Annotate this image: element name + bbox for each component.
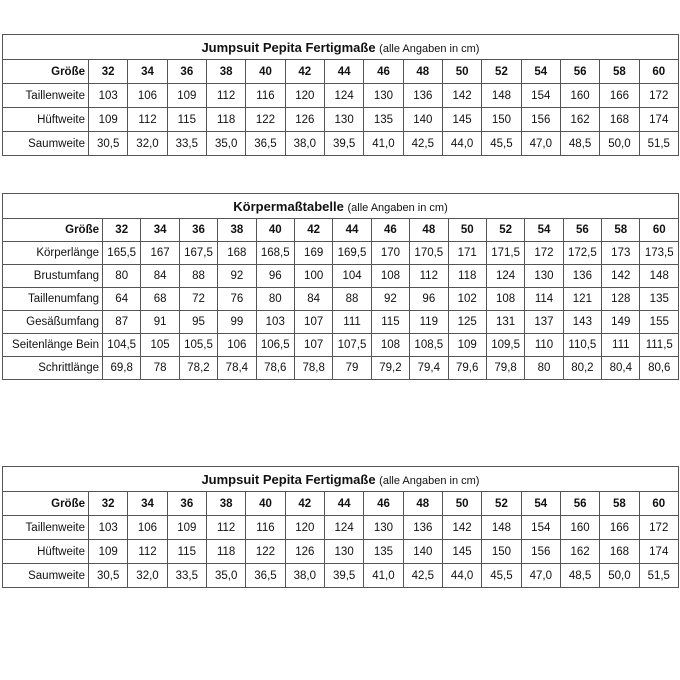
table-cell: 104,5 [103, 334, 141, 357]
size-header-cell: 42 [285, 60, 324, 84]
table-cell: 105 [141, 334, 179, 357]
table-cell: 109 [448, 334, 486, 357]
table-cell: 84 [141, 265, 179, 288]
table-cell: 116 [246, 516, 285, 540]
table-row [3, 242, 679, 265]
row-label: Seitenlänge Bein [3, 334, 103, 357]
table-title [3, 467, 679, 492]
row-label: Saumweite [3, 132, 89, 156]
table-cell: 106,5 [256, 334, 294, 357]
table-cell: 119 [410, 311, 448, 334]
table-cell: 45,5 [482, 564, 521, 588]
table-cell: 103 [256, 311, 294, 334]
table-cell: 106 [218, 334, 256, 357]
table-cell: 79,6 [448, 357, 486, 380]
table-cell: 142 [442, 516, 481, 540]
table-row [3, 108, 679, 132]
table-cell: 106 [128, 84, 167, 108]
table-cell: 88 [333, 288, 371, 311]
size-header-cell: 40 [246, 60, 285, 84]
table-cell: 47,0 [521, 564, 560, 588]
size-header-cell: 52 [482, 60, 521, 84]
row-label: Taillenumfang [3, 288, 103, 311]
size-header-cell: 38 [218, 219, 256, 242]
table-cell: 148 [640, 265, 679, 288]
table-cell: 137 [525, 311, 563, 334]
table-cell: 112 [128, 540, 167, 564]
table-subtitle: (alle Angaben in cm) [379, 42, 480, 55]
table-cell: 51,5 [639, 564, 678, 588]
table-cell: 109 [89, 108, 128, 132]
table-cell: 48,5 [560, 132, 599, 156]
size-header-cell: 58 [600, 492, 639, 516]
table-cell: 44,0 [442, 564, 481, 588]
table-cell: 79 [333, 357, 371, 380]
table-cell: 135 [364, 108, 403, 132]
table-row [3, 84, 679, 108]
row-label: Schrittlänge [3, 357, 103, 380]
table-row [3, 132, 679, 156]
size-header-cell: 44 [324, 492, 363, 516]
table-cell: 125 [448, 311, 486, 334]
size-header-cell: 58 [600, 60, 639, 84]
table-cell: 169 [294, 242, 332, 265]
table-cell: 130 [324, 108, 363, 132]
size-header-cell: 54 [521, 492, 560, 516]
size-header-cell: 40 [256, 219, 294, 242]
table-cell: 78,8 [294, 357, 332, 380]
table-cell: 116 [246, 84, 285, 108]
size-header-cell: 56 [560, 60, 599, 84]
table-cell: 78,6 [256, 357, 294, 380]
table-cell: 44,0 [442, 132, 481, 156]
table-cell: 142 [442, 84, 481, 108]
table-cell: 96 [410, 288, 448, 311]
table-cell: 172 [639, 516, 678, 540]
table-cell: 42,5 [403, 132, 442, 156]
table-cell: 126 [285, 108, 324, 132]
table-cell: 41,0 [364, 132, 403, 156]
table-cell: 80 [103, 265, 141, 288]
table-cell: 64 [103, 288, 141, 311]
table-cell: 108 [371, 265, 409, 288]
table-row [3, 540, 679, 564]
size-header-cell: 56 [563, 219, 601, 242]
table-cell: 80 [525, 357, 563, 380]
table-cell: 136 [563, 265, 601, 288]
table-cell: 108 [486, 288, 524, 311]
table-cell: 80,4 [602, 357, 640, 380]
table-cell: 130 [324, 540, 363, 564]
table-cell: 122 [246, 540, 285, 564]
size-header-cell: 50 [442, 60, 481, 84]
table-cell: 171 [448, 242, 486, 265]
table-cell: 135 [640, 288, 679, 311]
row-label: Gesäßumfang [3, 311, 103, 334]
table-cell: 110,5 [563, 334, 601, 357]
row-label: Brustumfang [3, 265, 103, 288]
table-row [3, 564, 679, 588]
table-cell: 108 [371, 334, 409, 357]
finished-measurements-table-top [2, 34, 679, 156]
size-header-cell: 34 [128, 60, 167, 84]
table-cell: 111,5 [640, 334, 679, 357]
table-cell: 36,5 [246, 132, 285, 156]
table-cell: 32,0 [128, 132, 167, 156]
table-cell: 166 [600, 516, 639, 540]
table-cell: 154 [521, 84, 560, 108]
size-header-cell: 54 [521, 60, 560, 84]
table-cell: 165,5 [103, 242, 141, 265]
size-header-cell: 32 [89, 492, 128, 516]
table-row [3, 265, 679, 288]
table-cell: 170,5 [410, 242, 448, 265]
table-row [3, 288, 679, 311]
size-header-cell: 50 [448, 219, 486, 242]
size-header-cell: 46 [364, 492, 403, 516]
table-cell: 130 [364, 516, 403, 540]
table-title [3, 194, 679, 219]
size-header-cell: 58 [602, 219, 640, 242]
table-cell: 111 [333, 311, 371, 334]
size-header-cell: 46 [364, 60, 403, 84]
table-cell: 30,5 [89, 132, 128, 156]
size-header-cell: 48 [410, 219, 448, 242]
size-header-cell: 60 [639, 492, 678, 516]
row-label: Taillenweite [3, 84, 89, 108]
table-cell: 51,5 [639, 132, 678, 156]
table-cell: 50,0 [600, 132, 639, 156]
table-cell: 47,0 [521, 132, 560, 156]
table-cell: 150 [482, 540, 521, 564]
table-cell: 130 [364, 84, 403, 108]
table-cell: 107,5 [333, 334, 371, 357]
table-cell: 140 [403, 540, 442, 564]
size-header-cell: 32 [89, 60, 128, 84]
table-cell: 173 [602, 242, 640, 265]
table-cell: 130 [525, 265, 563, 288]
table-cell: 106 [128, 516, 167, 540]
table-cell: 92 [218, 265, 256, 288]
size-header-cell: 36 [167, 492, 206, 516]
body-measurements-table [2, 193, 679, 380]
table-cell: 136 [403, 516, 442, 540]
row-label: Saumweite [3, 564, 89, 588]
table-cell: 168 [600, 108, 639, 132]
table-cell: 173,5 [640, 242, 679, 265]
table-cell: 154 [521, 516, 560, 540]
table-cell: 84 [294, 288, 332, 311]
table-cell: 87 [103, 311, 141, 334]
table-cell: 110 [525, 334, 563, 357]
table-cell: 108,5 [410, 334, 448, 357]
table-title-text: Jumpsuit Pepita Fertigmaße [201, 39, 376, 55]
table-cell: 80 [256, 288, 294, 311]
table-cell: 162 [560, 108, 599, 132]
table-cell: 156 [521, 108, 560, 132]
table-cell: 172 [525, 242, 563, 265]
table-cell: 169,5 [333, 242, 371, 265]
size-header-cell: 48 [403, 60, 442, 84]
size-header-label: Größe [3, 492, 89, 516]
table-cell: 41,0 [364, 564, 403, 588]
table-cell: 42,5 [403, 564, 442, 588]
size-header-cell: 32 [103, 219, 141, 242]
table-cell: 38,0 [285, 564, 324, 588]
table-cell: 122 [246, 108, 285, 132]
table-cell: 172,5 [563, 242, 601, 265]
table-cell: 79,8 [486, 357, 524, 380]
table-row [3, 334, 679, 357]
table-cell: 68 [141, 288, 179, 311]
table-cell: 120 [285, 84, 324, 108]
size-header-cell: 60 [639, 60, 678, 84]
size-header-cell: 38 [206, 492, 245, 516]
table-cell: 156 [521, 540, 560, 564]
table-subtitle: (alle Angaben in cm) [347, 201, 448, 214]
table-cell: 112 [206, 84, 245, 108]
table-cell: 76 [218, 288, 256, 311]
table-cell: 118 [206, 108, 245, 132]
size-header-cell: 42 [294, 219, 332, 242]
size-header-cell: 42 [285, 492, 324, 516]
table-cell: 148 [482, 84, 521, 108]
table-cell: 174 [639, 108, 678, 132]
table-cell: 160 [560, 516, 599, 540]
table-cell: 150 [482, 108, 521, 132]
table-cell: 102 [448, 288, 486, 311]
table-cell: 91 [141, 311, 179, 334]
table-cell: 35,0 [206, 564, 245, 588]
table-cell: 166 [600, 84, 639, 108]
size-header-cell: 48 [403, 492, 442, 516]
table-cell: 121 [563, 288, 601, 311]
size-header-cell: 56 [560, 492, 599, 516]
size-header-cell: 34 [141, 219, 179, 242]
table-row [3, 516, 679, 540]
table-cell: 174 [639, 540, 678, 564]
table-cell: 145 [442, 540, 481, 564]
table-cell: 78,4 [218, 357, 256, 380]
table-cell: 107 [294, 311, 332, 334]
table-cell: 172 [639, 84, 678, 108]
size-header-cell: 36 [179, 219, 217, 242]
table-cell: 111 [602, 334, 640, 357]
table-cell: 167,5 [179, 242, 217, 265]
table-cell: 124 [324, 84, 363, 108]
size-header-label: Größe [3, 60, 89, 84]
table-title [3, 35, 679, 60]
table-cell: 128 [602, 288, 640, 311]
table-cell: 72 [179, 288, 217, 311]
table-cell: 124 [324, 516, 363, 540]
size-header-cell: 60 [640, 219, 679, 242]
size-header-cell: 52 [486, 219, 524, 242]
table-cell: 99 [218, 311, 256, 334]
table-cell: 48,5 [560, 564, 599, 588]
table-cell: 45,5 [482, 132, 521, 156]
table-cell: 109 [167, 516, 206, 540]
table-cell: 103 [89, 84, 128, 108]
row-label: Taillenweite [3, 516, 89, 540]
size-header-row [3, 219, 679, 242]
size-header-cell: 52 [482, 492, 521, 516]
table-cell: 112 [128, 108, 167, 132]
table-cell: 105,5 [179, 334, 217, 357]
table-cell: 168,5 [256, 242, 294, 265]
table-title-text: Jumpsuit Pepita Fertigmaße [201, 471, 376, 487]
table-cell: 80,6 [640, 357, 679, 380]
table-cell: 142 [602, 265, 640, 288]
size-header-cell: 40 [246, 492, 285, 516]
table-row [3, 311, 679, 334]
table-cell: 39,5 [324, 564, 363, 588]
table-cell: 92 [371, 288, 409, 311]
table-cell: 88 [179, 265, 217, 288]
table-cell: 96 [256, 265, 294, 288]
table-cell: 78,2 [179, 357, 217, 380]
table-cell: 168 [600, 540, 639, 564]
table-cell: 38,0 [285, 132, 324, 156]
finished-measurements-table-bottom [2, 466, 679, 588]
table-cell: 32,0 [128, 564, 167, 588]
table-cell: 69,8 [103, 357, 141, 380]
table-cell: 115 [167, 108, 206, 132]
table-cell: 145 [442, 108, 481, 132]
size-header-row [3, 60, 679, 84]
size-header-cell: 46 [371, 219, 409, 242]
table-cell: 33,5 [167, 564, 206, 588]
table-cell: 143 [563, 311, 601, 334]
row-label: Hüftweite [3, 108, 89, 132]
table-cell: 36,5 [246, 564, 285, 588]
table-cell: 118 [206, 540, 245, 564]
table-cell: 136 [403, 84, 442, 108]
table-cell: 149 [602, 311, 640, 334]
size-header-cell: 36 [167, 60, 206, 84]
table-cell: 160 [560, 84, 599, 108]
table-cell: 79,2 [371, 357, 409, 380]
table-cell: 30,5 [89, 564, 128, 588]
table-cell: 100 [294, 265, 332, 288]
table-cell: 120 [285, 516, 324, 540]
table-cell: 118 [448, 265, 486, 288]
table-cell: 131 [486, 311, 524, 334]
size-header-cell: 44 [333, 219, 371, 242]
size-header-cell: 34 [128, 492, 167, 516]
table-cell: 126 [285, 540, 324, 564]
table-cell: 114 [525, 288, 563, 311]
table-cell: 112 [206, 516, 245, 540]
table-cell: 135 [364, 540, 403, 564]
table-title-text: Körpermaßtabelle [233, 198, 344, 214]
table-cell: 109,5 [486, 334, 524, 357]
size-header-cell: 50 [442, 492, 481, 516]
size-header-cell: 54 [525, 219, 563, 242]
table-cell: 109 [167, 84, 206, 108]
table-cell: 115 [371, 311, 409, 334]
table-cell: 109 [89, 540, 128, 564]
table-cell: 33,5 [167, 132, 206, 156]
table-cell: 112 [410, 265, 448, 288]
size-header-cell: 38 [206, 60, 245, 84]
table-cell: 167 [141, 242, 179, 265]
table-cell: 79,4 [410, 357, 448, 380]
table-cell: 104 [333, 265, 371, 288]
table-cell: 39,5 [324, 132, 363, 156]
table-cell: 103 [89, 516, 128, 540]
table-cell: 78 [141, 357, 179, 380]
table-cell: 50,0 [600, 564, 639, 588]
table-cell: 171,5 [486, 242, 524, 265]
size-header-cell: 44 [324, 60, 363, 84]
table-cell: 140 [403, 108, 442, 132]
table-cell: 107 [294, 334, 332, 357]
row-label: Körperlänge [3, 242, 103, 265]
row-label: Hüftweite [3, 540, 89, 564]
table-subtitle: (alle Angaben in cm) [379, 474, 480, 487]
table-cell: 148 [482, 516, 521, 540]
table-cell: 35,0 [206, 132, 245, 156]
table-cell: 95 [179, 311, 217, 334]
table-cell: 170 [371, 242, 409, 265]
table-row [3, 357, 679, 380]
table-cell: 168 [218, 242, 256, 265]
size-header-row [3, 492, 679, 516]
size-header-label: Größe [3, 219, 103, 242]
table-cell: 155 [640, 311, 679, 334]
table-cell: 162 [560, 540, 599, 564]
table-cell: 80,2 [563, 357, 601, 380]
table-cell: 115 [167, 540, 206, 564]
table-cell: 124 [486, 265, 524, 288]
